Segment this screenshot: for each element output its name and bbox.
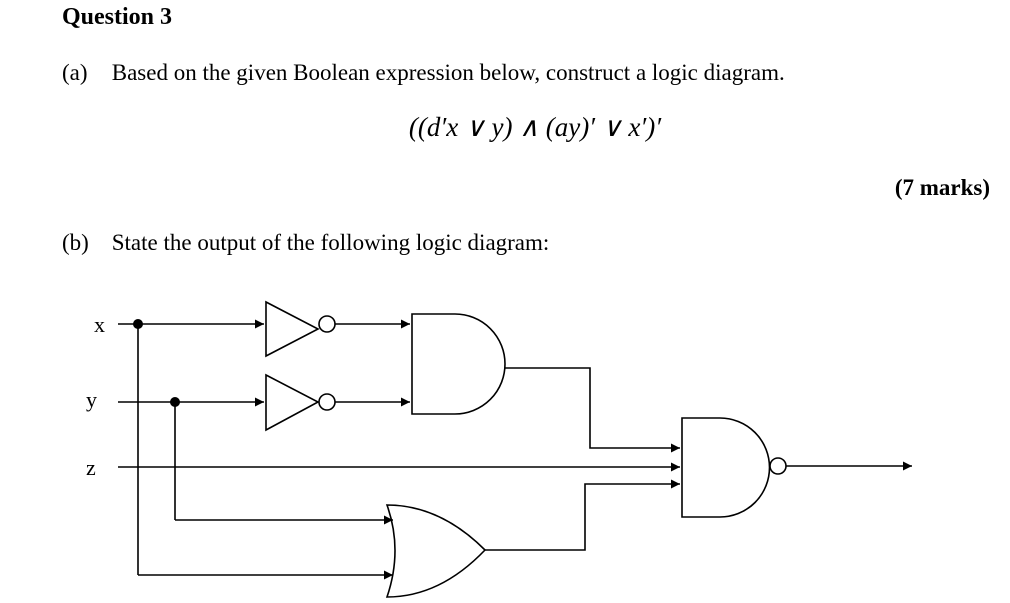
not-bubble-x — [319, 316, 335, 332]
and-gate — [412, 314, 505, 414]
part-a-text: Based on the given Boolean expression below, construct a logic diagram. — [111, 60, 785, 85]
boolean-expression: ((d′x ∨ y) ∧ (ay)′ ∨ x′)′ — [408, 112, 662, 142]
input-label-y: y — [86, 387, 97, 412]
part-a-label: (a) — [62, 60, 88, 85]
nand-bubble — [770, 458, 786, 474]
marks-label: (7 marks) — [894, 175, 990, 200]
question-title: Question 3 — [62, 4, 173, 30]
wire-and-to-nand — [505, 368, 680, 448]
part-b-text: State the output of the following logic diagram: — [111, 230, 550, 255]
not-gate-x — [266, 302, 318, 356]
junction-x — [133, 319, 143, 329]
input-label-z: z — [86, 455, 96, 480]
or-gate — [387, 505, 485, 597]
wire-or-to-nand — [485, 484, 680, 550]
junction-y — [170, 397, 180, 407]
not-gate-y — [266, 375, 318, 430]
input-label-x: x — [94, 312, 105, 337]
part-b-label: (b) — [62, 230, 89, 255]
not-bubble-y — [319, 394, 335, 410]
nand-gate — [682, 418, 770, 517]
